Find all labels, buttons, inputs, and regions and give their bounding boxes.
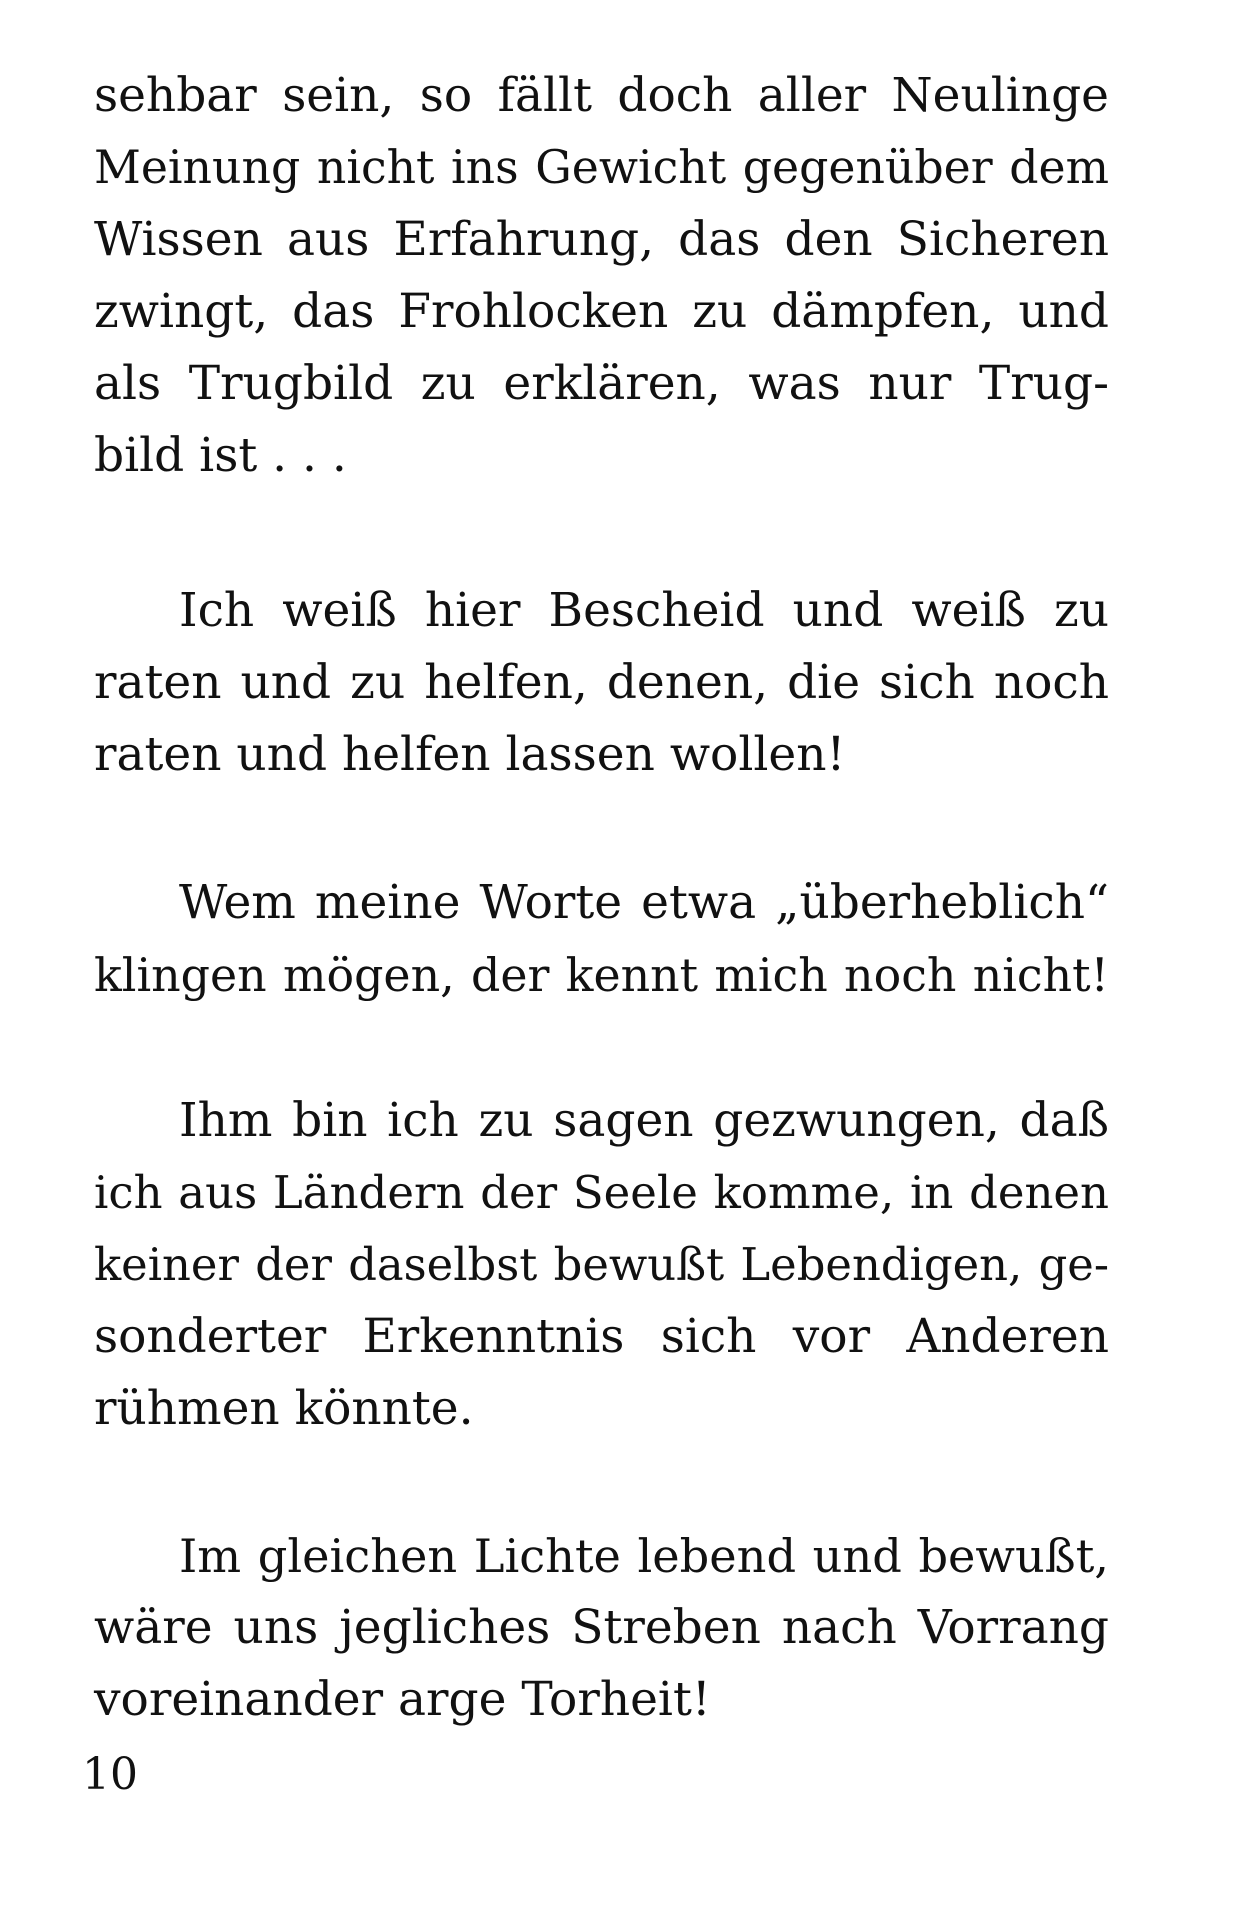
text-line: als Trugbild zu erklären, was nur Trug- — [94, 356, 1109, 411]
text-line: Meinung nicht ins Gewicht gegenüber dem — [94, 141, 1109, 194]
page-number: 10 — [82, 1749, 138, 1800]
text-line: sonderter Erkenntnis sich vor Anderen — [94, 1309, 1109, 1364]
text-line: raten und zu helfen, denen, die sich noch — [94, 655, 1109, 710]
text-line: wäre uns jegliches Streben nach Vorrang — [94, 1600, 1109, 1655]
paragraph-5 — [94, 1520, 1109, 1736]
paragraph-3 — [94, 867, 1109, 1011]
text-line: Wissen aus Erfahrung, das den Sicheren — [94, 212, 1109, 267]
text-line: sehbar sein, so fällt doch aller Neulinge — [94, 68, 1109, 123]
text-line: voreinander arge Torheit! — [94, 1672, 711, 1727]
text-line: ich aus Ländern der Seele komme, in denen — [94, 1166, 1109, 1219]
text-line: Ich weiß hier Bescheid und weiß zu — [179, 583, 1109, 638]
text-line: Im gleichen Lichte lebend und bewußt, — [179, 1529, 1109, 1583]
text-line: Ihm bin ich zu sagen gezwungen, daß — [179, 1093, 1109, 1148]
text-line: Wem meine Worte etwa „überheblich“ — [179, 875, 1109, 930]
text-line: keiner der daselbst bewußt Lebendigen, ge- — [94, 1238, 1109, 1291]
text-line: bild ist . . . — [94, 428, 347, 483]
text-line: klingen mögen, der kennt mich noch nicht! — [94, 948, 1109, 1002]
paragraph-2 — [94, 575, 1109, 791]
paragraph-1 — [94, 60, 1109, 492]
text-line: rühmen könnte. — [94, 1381, 474, 1436]
text-line: zwingt, das Frohlocken zu dämpfen, und — [94, 284, 1109, 339]
text-line: raten und helfen lassen wollen! — [94, 727, 846, 782]
paragraph-4 — [94, 1085, 1109, 1445]
